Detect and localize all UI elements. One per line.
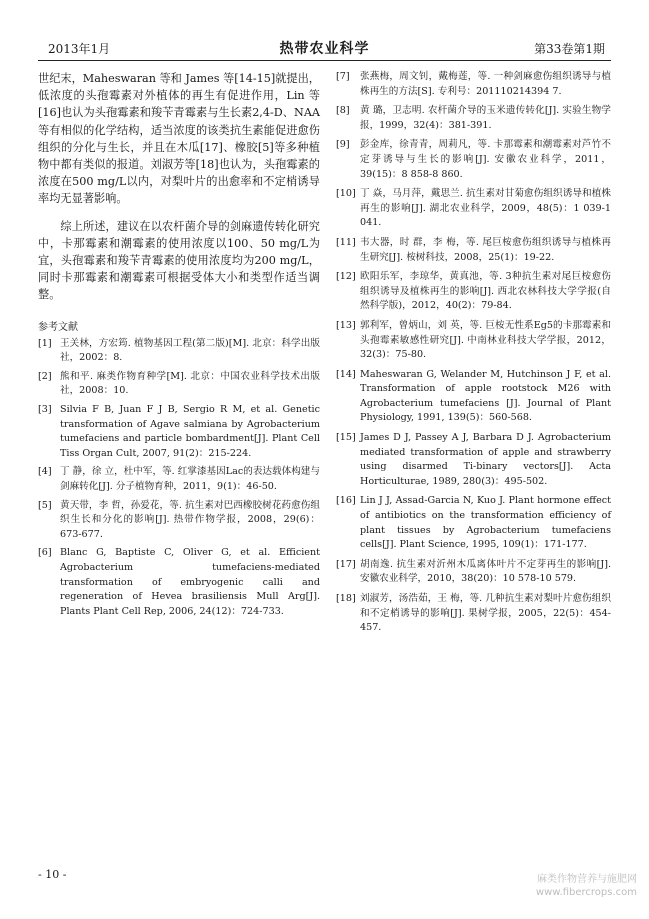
reference-list-right [336, 70, 611, 636]
reference-item [336, 270, 611, 314]
reference-item [38, 546, 320, 619]
reference-text: 刘淑芳，汤浩茹，王 梅，等. 几种抗生素对梨叶片愈伤组织和不定梢诱导的影响[J]. 果树学报，2005，22(5)：454-457. [360, 593, 611, 634]
body-paragraph-1: 世纪末，Maheswaran 等和 James 等[14-15]就提出，低浓度的头孢霉素对外植体的再生有促进作用，Lin 等[16]也认为头孢霉素和羧苄青霉素与生长素2,4-D、NAA等有相似的化学结构，适当浓度的该类抗生素能促进愈伤组织的分化与生长，并且在木瓜[17]、橡胶[5]等多种植物中都有类似的报道。刘淑芳等[18]也认为，头孢霉素的浓度在500 mg/L以内，对梨叶片的出愈率和不定梢诱导率均无显著影响。 [38, 72, 320, 206]
reference-text: 黄天带，李 哲，孙爱花，等. 抗生素对巴西橡胶树花药愈伤组织生长和分化的影响[J]. 热带作物学报，2008，29(6)：673-677. [60, 499, 320, 540]
reference-item [336, 368, 611, 426]
right-column [336, 70, 611, 641]
site-watermark [536, 873, 637, 899]
page-number: - 10 - [38, 868, 67, 881]
reference-number: [2] [38, 370, 52, 382]
reference-text: 黄 璐，卫志明. 农杆菌介导的玉米遗传转化[J]. 实验生物学报，1999，32(4)：381-391. [360, 105, 611, 131]
reference-number: [9] [336, 139, 350, 151]
reference-item [336, 431, 611, 489]
left-column [38, 70, 320, 623]
reference-number: [16] [336, 495, 356, 507]
reference-item [38, 465, 320, 494]
reference-text: 郭利军，曾炳山，刘 英，等. 巨桉无性系Eg5的卡那霉素和头孢霉素敏感性研究[J]. 中南林业科技大学学报，2012，32(3)：75-80. [360, 319, 611, 361]
reference-number: [17] [336, 558, 356, 570]
reference-number: [8] [336, 105, 350, 117]
reference-number: [18] [336, 593, 356, 604]
reference-item [38, 499, 320, 543]
reference-item [336, 592, 611, 636]
reference-item [336, 70, 611, 99]
reference-text: 丁 焱，马月萍，戴思兰. 抗生素对甘菊愈伤组织诱导和植株再生的影响[J]. 湖北农业科学，2009，48(5)：1 039-1 041. [360, 188, 611, 229]
reference-number: [4] [38, 466, 52, 478]
body-paragraph-2: 综上所述，建议在以农杆菌介导的剑麻遗传转化研究中，卡那霉素和潮霉素的使用浓度以100、50 mg/L为宜，头孢霉素和羧苄青霉素的使用浓度均为200 mg/L，同时卡那霉素和潮霉素可根据受体大小和类型作适当调整。 [38, 219, 320, 302]
reference-text: 张燕梅，周文钊，戴梅莲，等. 一种剑麻愈伤组织诱导与植株再生的方法[S]. 专利号：201110214394 7. [360, 71, 611, 97]
running-header [38, 38, 611, 61]
reference-number: [11] [336, 236, 356, 248]
watermark-line-2: www.fibercrops.com [535, 887, 637, 898]
reference-number: [6] [38, 547, 52, 559]
reference-list-left [38, 337, 320, 620]
reference-item [336, 236, 611, 265]
reference-text: 熊和平. 麻类作物育种学[M]. 北京：中国农业科学技术出版社，2008：10. [60, 370, 320, 397]
reference-number: [3] [38, 404, 52, 416]
reference-number: [7] [336, 71, 350, 82]
reference-text: James D J, Passey A J, Barbara D J. Agrobacterium mediated transformation of apple and strawberry using disarmed Ti-binary vectors[J]. Acta Horticulturae, 1989, 280(3)：495-502. [360, 432, 611, 487]
header-volume-issue: 第33卷第1期 [534, 42, 605, 56]
reference-number: [5] [38, 499, 52, 511]
reference-item [336, 187, 611, 231]
reference-number: [12] [336, 271, 356, 283]
references-heading: 参考文献 [38, 321, 78, 333]
reference-text: 胡南逸. 抗生素对沂州木瓜离体叶片不定芽再生的影响[J]. 安徽农业科学，2010，38(20)：10 578-10 579. [360, 558, 611, 585]
reference-number: [14] [336, 368, 356, 380]
reference-item [38, 370, 320, 399]
reference-text: 韦大器，时 群，李 梅，等. 尾巨桉愈伤组织诱导与植株再生研究[J]. 桉树科技，2008，25(1)：19-22. [360, 236, 611, 263]
reference-number: [10] [336, 188, 356, 200]
reference-text: Blanc G, Baptiste C, Oliver G, et al. Efficient Agrobacterium tumefaciens-mediated transformation of embryogenic calli and regeneration of Hevea brasiliensis Mull Arg[J]. Plants Plant Cell Rep, 2006, 24(12)：724-733. [60, 547, 320, 617]
reference-item [336, 104, 611, 133]
reference-item [336, 494, 611, 552]
reference-number: [15] [336, 432, 356, 444]
reference-number: [13] [336, 319, 356, 331]
reference-text: Lin J J, Assad-Garcia N, Kuo J. Plant hormone effect of antibiotics on the transformation efficiency of plant tissues by Agrobacterium tumefaciens cells[J]. Plant Science, 1995, 109(1)：171-177. [360, 495, 611, 551]
reference-text: 丁 静，徐 立，杜中军，等. 红掌漆基因Lac的表达载体构建与剑麻转化[J]. 分子植物育种，2011，9(1)：46-50. [60, 466, 320, 492]
reference-number: [1] [38, 337, 52, 349]
reference-item [38, 403, 320, 461]
reference-text: Maheswaran G, Welander M, Hutchinson J F, et al. Transformation of apple rootstock M26 with Agrobacterium tumefaciens [J]. Journal of Plant Physiology, 1991, 139(5)：560-568. [360, 368, 611, 424]
reference-text: 王关林，方宏筠. 植物基因工程(第二版)[M]. 北京：科学出版社，2002：8. [60, 337, 320, 364]
reference-text: 欧阳乐军，李琼华，黄真池，等. 3种抗生素对尾巨桉愈伤组织诱导及植株再生的影响[J]. 西北农林科技大学学报(自然科学版)，2012，40(2)：79-84. [360, 271, 611, 312]
reference-item [336, 558, 611, 587]
reference-item [38, 337, 320, 366]
reference-item [336, 319, 611, 363]
reference-text: Silvia F B, Juan F J B, Sergio R M, et al. Genetic transformation of Agave salmiana by Agrobacterium tumefaciens and particle bombardment[J]. Plant Cell Tiss Organ Cult, 2007, 91(2)：215-224. [60, 404, 320, 459]
header-date: 2013年1月 [48, 42, 111, 56]
reference-text: 彭金库，徐青青，周莉凡，等. 卡那霉素和潮霉素对芦竹不定芽诱导与生长的影响[J]. 安徽农业科学，2011，39(15)：8 858-8 860. [360, 139, 611, 180]
journal-title: 热带农业科学 [279, 41, 370, 57]
reference-item [336, 138, 611, 182]
watermark-line-1: 麻类作物营养与施肥网 [537, 874, 637, 885]
